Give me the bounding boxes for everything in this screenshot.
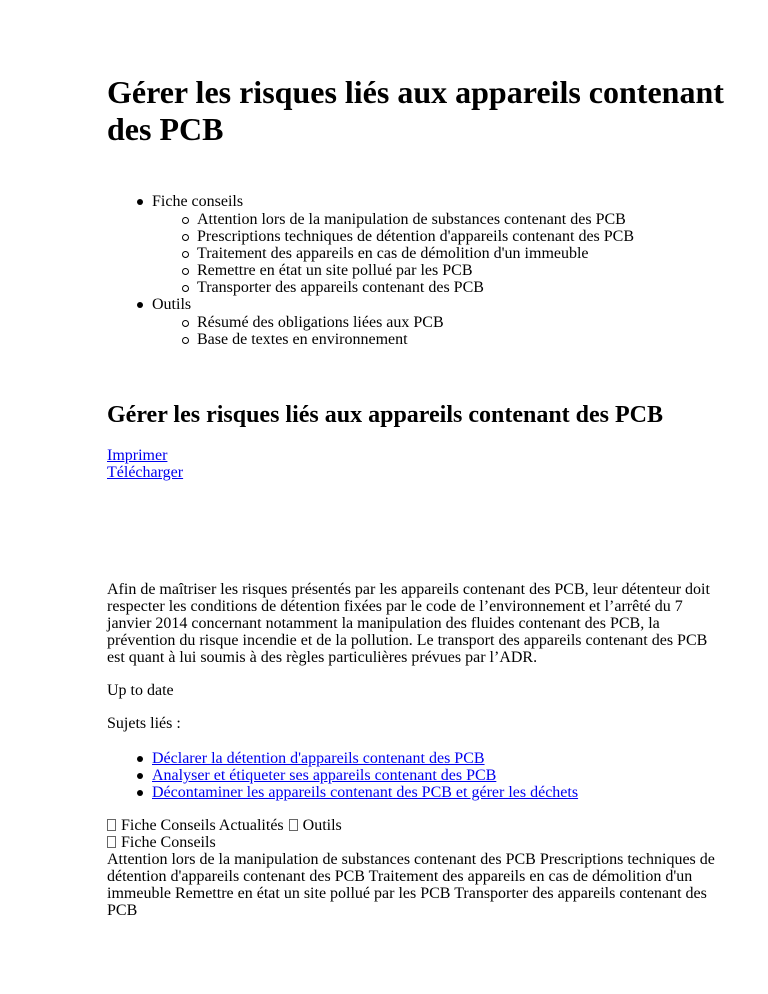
status-text: Up to date	[107, 682, 174, 699]
toc-list	[107, 193, 727, 348]
bullet-circle-icon	[182, 268, 189, 275]
section-title: Gérer les risques liés aux appareils contenant des PCB	[107, 402, 664, 428]
bullet-disc-icon	[137, 302, 143, 308]
bullet-circle-icon	[182, 320, 189, 327]
tab-fiche-conseils[interactable]: Fiche Conseils	[121, 834, 216, 851]
related-link[interactable]: Analyser et étiqueter ses appareils contenant des PCB	[152, 767, 497, 784]
action-links	[107, 447, 183, 481]
download-link[interactable]: Télécharger	[107, 464, 184, 481]
toc-group-label[interactable]: Outils	[152, 296, 192, 313]
bullet-circle-icon	[182, 234, 189, 241]
missing-glyph-icon	[107, 819, 116, 831]
toc-item-label: Résumé des obligations liées aux PCB	[197, 314, 444, 331]
toc-item[interactable]	[197, 262, 727, 279]
list-item	[152, 784, 578, 801]
toc-sublist	[152, 211, 727, 296]
toc-group-outils	[152, 296, 727, 348]
toc-item[interactable]	[197, 279, 727, 296]
table-of-contents	[107, 193, 727, 348]
toc-sublist	[152, 314, 727, 348]
toc-item[interactable]	[197, 314, 727, 331]
related-heading: Sujets liés :	[107, 715, 181, 732]
toc-item[interactable]	[197, 245, 727, 262]
toc-item-label: Prescriptions techniques de détention d'appareils contenant des PCB	[197, 228, 635, 245]
bullet-disc-icon	[137, 199, 143, 205]
page-title: Gérer les risques liés aux appareils contenant des PCB	[107, 74, 724, 147]
bullet-circle-icon	[182, 251, 189, 258]
toc-item[interactable]	[197, 228, 727, 245]
toc-item-label: Remettre en état un site pollué par les PCB	[197, 262, 473, 279]
toc-item[interactable]	[197, 211, 727, 228]
tab-outils[interactable]: Outils	[302, 817, 342, 834]
toc-item-label: Transporter des appareils contenant des PCB	[197, 279, 484, 296]
toc-group-fiche-conseils	[152, 193, 727, 296]
bullet-disc-icon	[137, 773, 143, 779]
toc-item-label: Base de textes en environnement	[197, 331, 408, 348]
list-item	[152, 750, 578, 767]
tabs-area	[107, 817, 727, 919]
missing-glyph-icon	[289, 819, 298, 831]
related-link[interactable]: Décontaminer les appareils contenant des PCB et gérer les déchets	[152, 784, 579, 801]
missing-glyph-icon	[107, 836, 116, 848]
tab-row	[107, 817, 727, 834]
bullet-circle-icon	[182, 337, 189, 344]
toc-group-label[interactable]: Fiche conseils	[152, 193, 244, 210]
toc-item-label: Attention lors de la manipulation de substances contenant des PCB	[197, 211, 626, 228]
toc-item[interactable]	[197, 331, 727, 348]
tab-row-secondary	[107, 834, 727, 851]
print-link[interactable]: Imprimer	[107, 447, 168, 464]
tab-fiche-conseils-actualites[interactable]: Fiche Conseils Actualités	[121, 817, 284, 834]
related-link[interactable]: Déclarer la détention d'appareils contenant des PCB	[152, 750, 485, 767]
bullet-disc-icon	[137, 756, 143, 762]
toc-item-label: Traitement des appareils en cas de démolition d'un immeuble	[197, 245, 589, 262]
intro-paragraph: Afin de maîtriser les risques présentés par les appareils contenant des PCB, leur détenteur doit respecter les conditions de détention fixées par le code de l’environnement et l’arrêté du 7 janvier 2014 concernant notamment la manipulation des fluides contenant des PCB, la prévention du risque incendie et de la pollution. Le transport des appareils contenant des PCB est quant à lui soumis à des règles particulières prévues par l’ADR.	[107, 581, 710, 666]
list-item	[152, 767, 578, 784]
bullet-disc-icon	[137, 790, 143, 796]
related-links-list	[107, 750, 578, 801]
tab-panel-text: Attention lors de la manipulation de substances contenant des PCB Prescriptions techniques de détention d'appareils contenant des PCB Traitement des appareils en cas de démolition d'un immeuble Remettre en état un site pollué par les PCB Transporter des appareils contenant des PCB	[107, 851, 715, 919]
bullet-circle-icon	[182, 217, 189, 224]
bullet-circle-icon	[182, 285, 189, 292]
